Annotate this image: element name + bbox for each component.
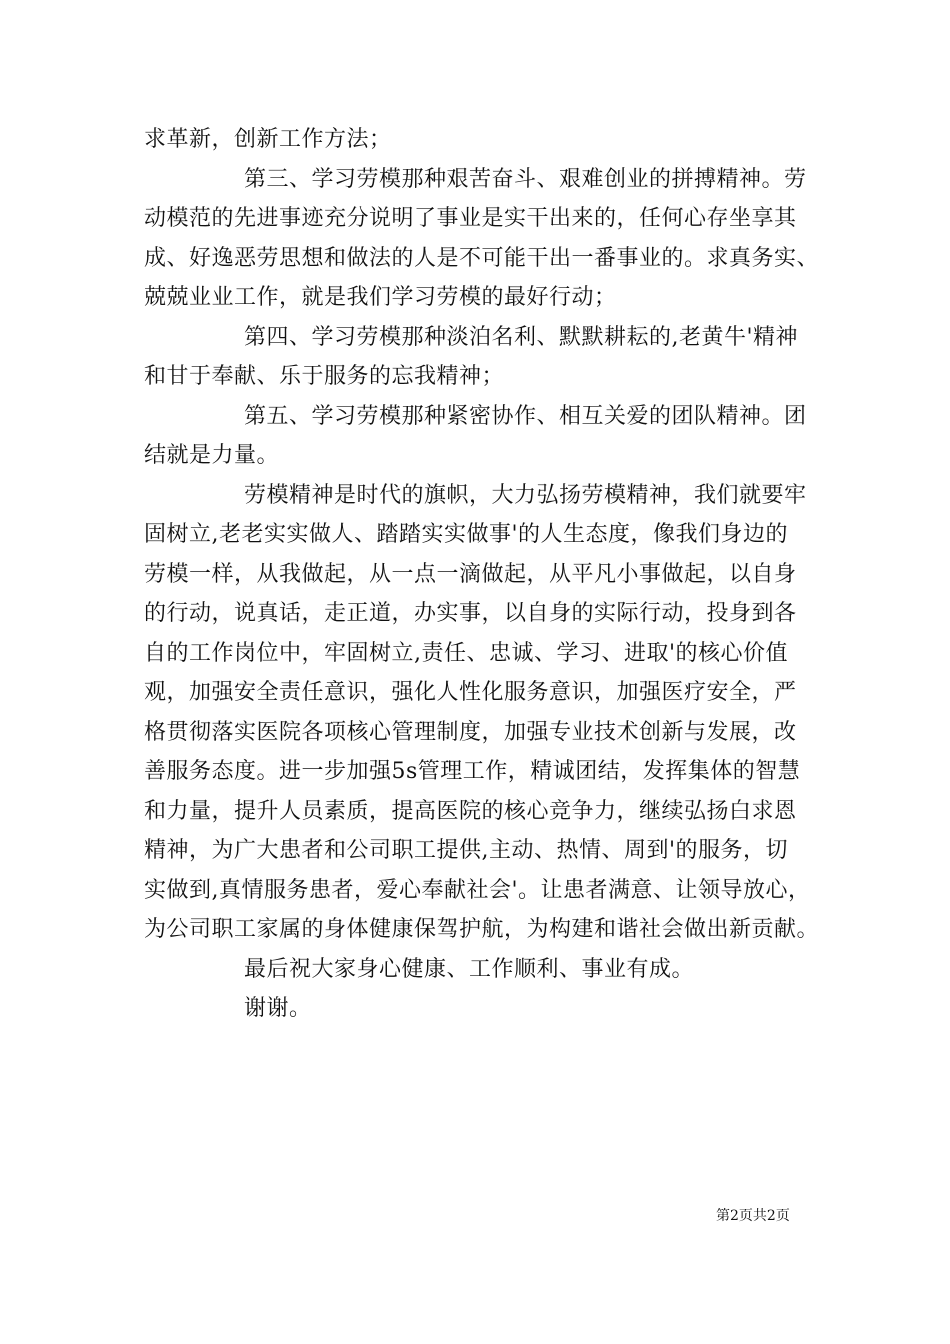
paragraph-line: 和甘于奉献、乐于服务的忘我精神； [144,364,505,389]
paragraph-line: 固树立,老老实实做人、踏踏实实做事'的人生态度，像我们身边的 [144,522,789,547]
paragraph-line: 动模范的先进事迹充分说明了事业是实干出来的，任何心存坐享其 [144,206,797,231]
paragraph-line: 劳模精神是时代的旗帜，大力弘扬劳模精神，我们就要牢 [244,482,807,508]
paragraph-line: 第五、学习劳模那种紧密协作、相互关爱的团队精神。团 [244,403,807,429]
paragraph-line: 劳模一样，从我做起，从一点一滴做起，从平凡小事做起，以自身 [144,561,797,587]
paragraph-line: 实做到,真情服务患者，爱心奉献社会'。让患者满意、让领导放心， [144,877,811,903]
paragraph-line: 为公司职工家属的身体健康保驾护航，为构建和谐社会做出新贡献。 [144,917,820,942]
paragraph-line: 自的工作岗位中，牢固树立,责任、忠诚、学习、进取'的核心价值 [144,640,789,666]
paragraph-line: 善服务态度。进一步加强5s管理工作，精诚团结，发挥集体的智慧 [144,759,801,784]
paragraph-line: 成、好逸恶劳思想和做法的人是不可能干出一番事业的。求真务实、 [144,245,820,271]
paragraph-line: 求革新，创新工作方法； [144,127,392,152]
paragraph-line: 和力量，提升人员素质，提高医院的核心竞争力，继续弘扬白求恩 [144,798,797,824]
paragraph-line: 格贯彻落实医院各项核心管理制度，加强专业技术创新与发展，改 [144,719,797,745]
paragraph-line: 观，加强安全责任意识，强化人性化服务意识，加强医疗安全，严 [144,680,797,705]
document-body [144,120,824,1029]
paragraph-line: 兢兢业业工作，就是我们学习劳模的最好行动； [144,285,617,310]
paragraph-line: 第三、学习劳模那种艰苦奋斗、艰难创业的拼搏精神。劳 [244,166,807,192]
paragraph-line: 的行动，说真话，走正道，办实事，以自身的实际行动，投身到各 [144,601,797,626]
page-number: 第2页共2页 [716,1208,790,1224]
paragraph-line: 精神，为广大患者和公司职工提供,主动、热情、周到'的服务，切 [144,838,789,863]
paragraph-line: 谢谢。 [244,996,312,1021]
paragraph-line: 第四、学习劳模那种淡泊名利、默默耕耘的,老黄牛'精神 [244,324,799,350]
paragraph-line: 最后祝大家身心健康、工作顺利、事业有成。 [244,956,695,982]
paragraph-line: 结就是力量。 [144,443,280,468]
